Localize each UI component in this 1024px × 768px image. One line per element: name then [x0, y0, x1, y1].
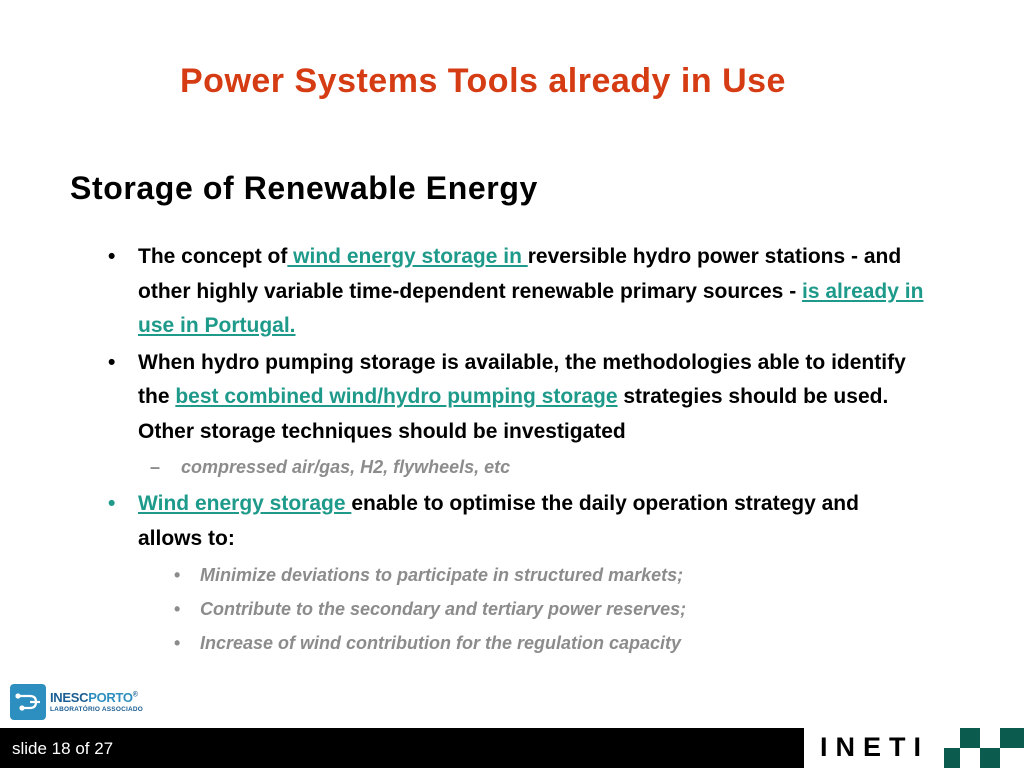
link-best-combined-storage[interactable]: best combined wind/hydro pumping storage — [175, 385, 618, 408]
slide-title: Power Systems Tools already in Use — [180, 62, 786, 100]
bullet-marker: • — [108, 245, 116, 268]
bullet-text: reversible hydro power stations - and other highly variable time-dependent renewable primary sources - — [138, 245, 902, 303]
sub-bullet-item — [108, 626, 928, 660]
logo-subtitle: LABORATÓRIO ASSOCIADO — [50, 706, 144, 713]
sub-bullet-marker: • — [174, 565, 181, 585]
bullet-item-1 — [108, 240, 928, 344]
logo-name-porto: PORTO — [88, 690, 133, 705]
sub-bullet-list — [108, 558, 928, 660]
footer-bar — [0, 728, 1024, 768]
sub-bullet-item — [108, 558, 928, 592]
link-already-in-use-portugal[interactable]: is already in use in Portugal. — [138, 279, 924, 337]
sub-bullet-item — [108, 449, 928, 485]
sub-bullet-text: Increase of wind contribution for the regulation capacity — [200, 633, 682, 653]
inesc-circuit-icon — [10, 684, 46, 720]
link-wind-energy-storage-in[interactable]: wind energy storage in — [287, 245, 528, 268]
slide-number: slide 18 of 27 — [12, 739, 114, 758]
checker-pattern — [944, 728, 1024, 768]
link-wind-energy-storage[interactable]: Wind energy storage — [138, 492, 352, 515]
slide-subtitle: Storage of Renewable Energy — [70, 170, 538, 206]
bullet-item-3 — [108, 487, 928, 556]
bullet-text: strategies should be used. Other storage techniques should be investigated — [138, 385, 889, 443]
logo-name — [50, 690, 138, 705]
dash-marker: – — [150, 457, 161, 477]
logo-name-inesc: INESC — [50, 690, 89, 705]
bullet-text: When hydro pumping storage is available, the methodologies able to identify the — [138, 350, 906, 408]
sub-bullet-item — [108, 592, 928, 626]
sub-bullet-text: Minimize deviations to participate in structured markets; — [200, 565, 684, 585]
bullet-text: enable to optimise the daily operation strategy and allows to: — [138, 492, 859, 550]
registered-mark: ® — [132, 691, 138, 699]
slide-content — [108, 240, 928, 660]
ineti-logo — [804, 728, 944, 768]
sub-bullet-marker: • — [174, 599, 181, 619]
inesc-porto-logo — [10, 684, 145, 720]
sub-bullet-text: Contribute to the secondary and tertiary power reserves; — [200, 599, 687, 619]
sub-bullet-text: compressed air/gas, H2, flywheels, etc — [181, 457, 511, 477]
bullet-item-2 — [108, 346, 928, 450]
ineti-logo-text: INETI — [820, 732, 930, 762]
bullet-marker: • — [108, 350, 116, 374]
bullet-text: The concept of — [138, 245, 288, 268]
bullet-marker: • — [108, 492, 116, 515]
sub-bullet-marker: • — [174, 633, 181, 653]
